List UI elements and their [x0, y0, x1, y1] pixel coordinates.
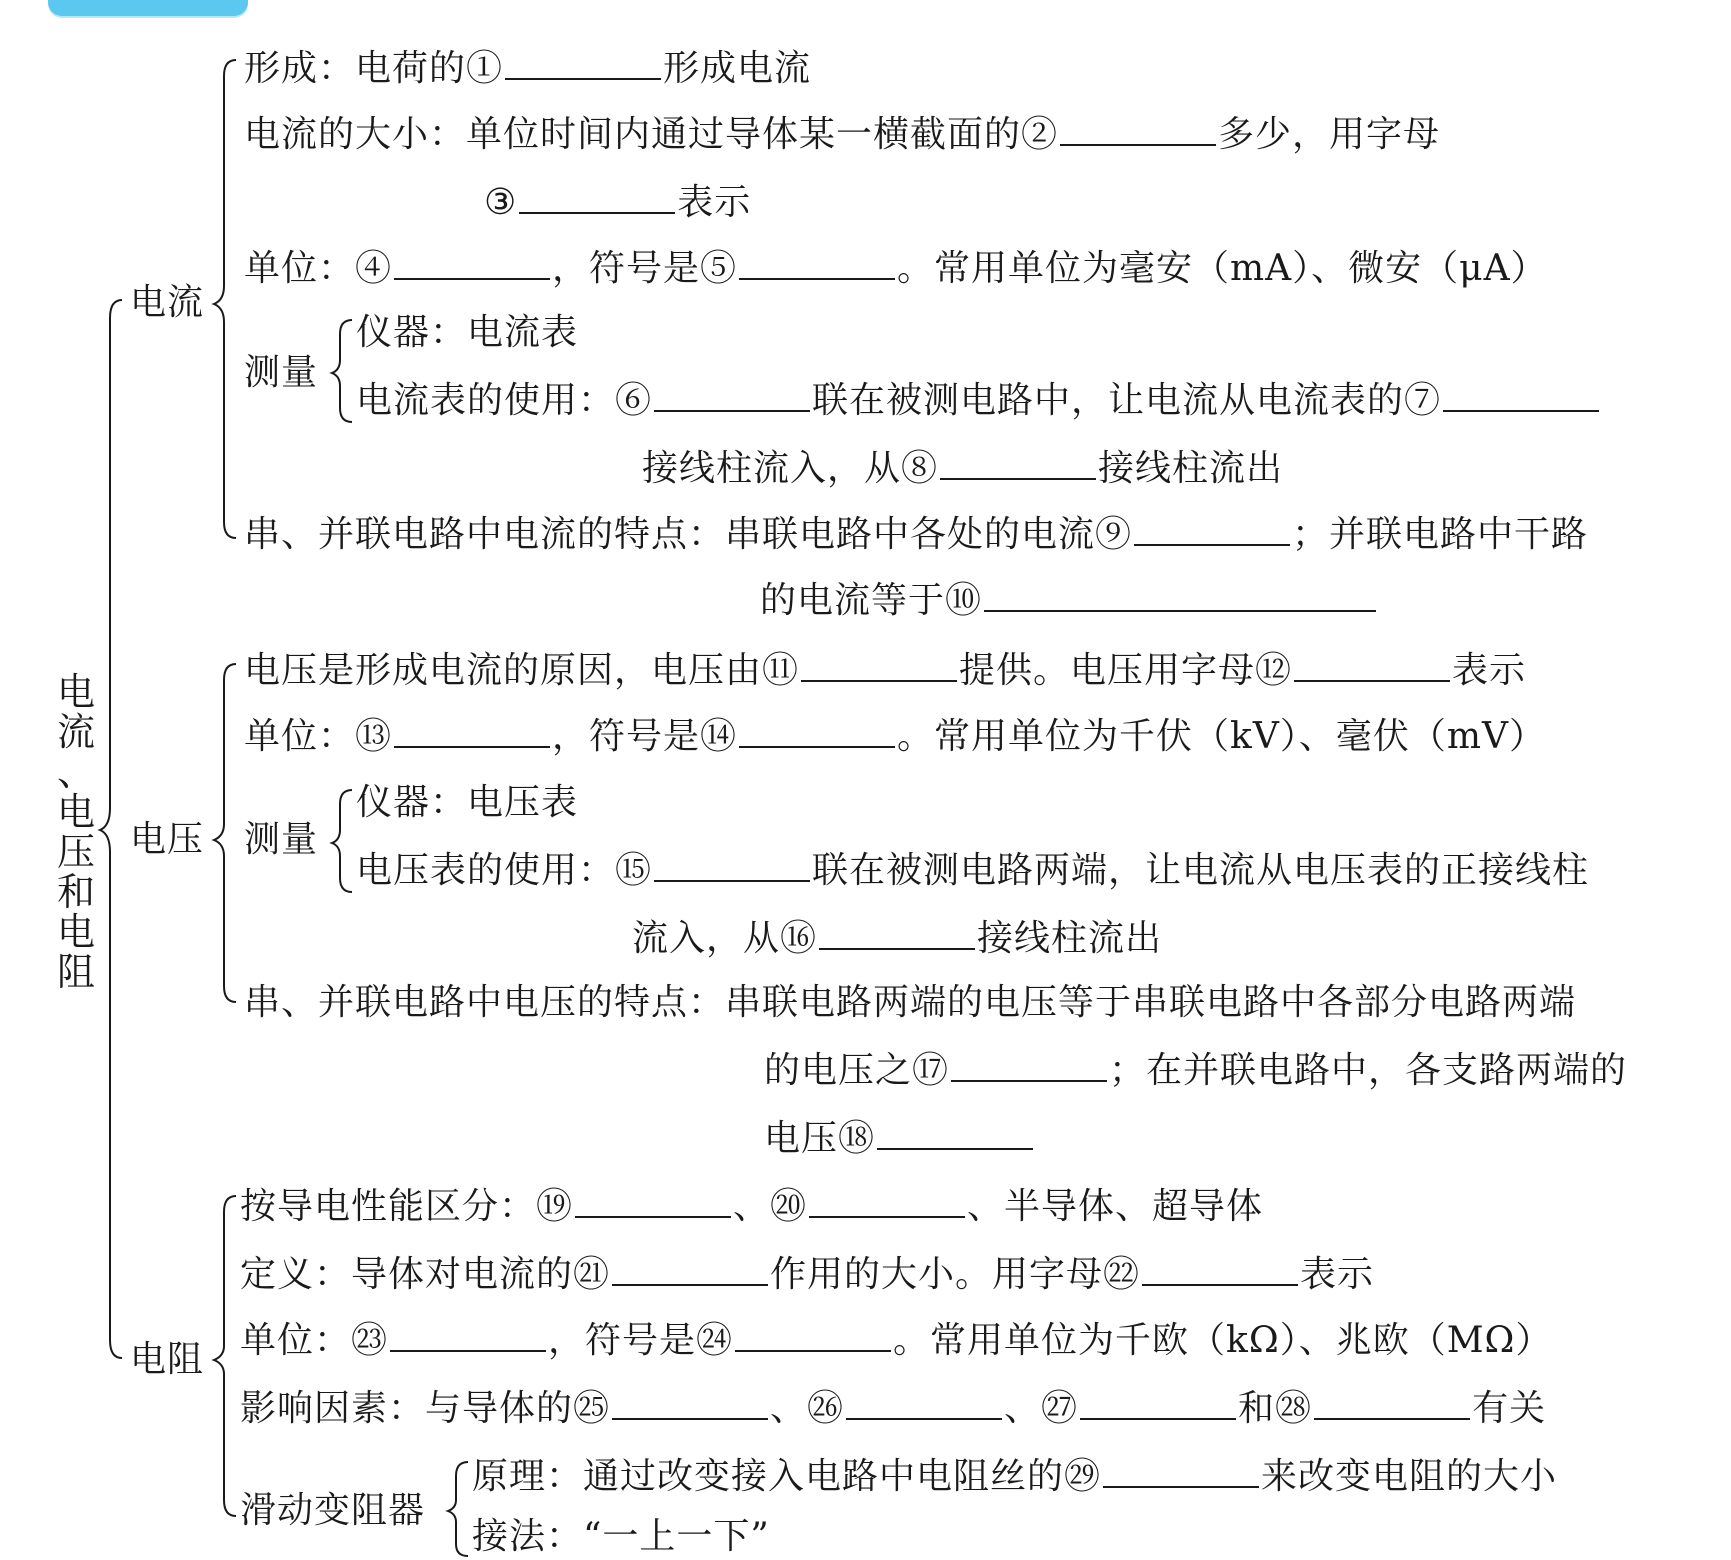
current-magnitude-cont: ③ 表示	[484, 178, 751, 224]
current-brace	[214, 60, 236, 538]
resistance-brace	[214, 1196, 236, 1516]
blank-2[interactable]	[1060, 110, 1216, 146]
current-circuit-features: 串、并联电路中电流的特点：串联电路中各处的电流⑨ ；并联电路中干路	[244, 510, 1588, 556]
blank-8[interactable]	[940, 444, 1096, 480]
rheostat-principle: 原理：通过改变接入电路中电阻丝的㉙ 来改变电阻的大小	[472, 1452, 1557, 1498]
current-measure-brace	[332, 320, 352, 422]
current-unit: 单位：④ ，符号是⑤ 。常用单位为毫安（mA）、微安（μA）	[244, 244, 1548, 290]
blank-23[interactable]	[390, 1316, 546, 1352]
blank-14[interactable]	[739, 712, 895, 748]
current-instrument: 仪器：电流表	[356, 312, 579, 353]
resistance-classification: 按导电性能区分：⑲ 、⑳ 、半导体、超导体	[240, 1182, 1263, 1228]
blank-1[interactable]	[505, 44, 661, 80]
root-title-char: 流	[56, 710, 95, 754]
blank-7[interactable]	[1443, 376, 1599, 412]
voltage-circuit-features: 串、并联电路中电压的特点：串联电路两端的电压等于串联电路中各部分电路两端	[244, 982, 1577, 1023]
blank-24[interactable]	[735, 1316, 891, 1352]
blank-5[interactable]	[739, 244, 895, 280]
main-brace	[100, 300, 122, 1358]
blank-18[interactable]	[877, 1114, 1033, 1150]
current-formation: 形成：电荷的① 形成电流	[244, 44, 811, 90]
voltage-cause: 电压是形成电流的原因，电压由⑪ 提供。电压用字母⑫ 表示	[244, 646, 1526, 692]
blank-12[interactable]	[1294, 646, 1450, 682]
blank-28[interactable]	[1314, 1384, 1470, 1420]
resistance-factors: 影响因素：与导体的㉕ 、㉖ 、㉗ 和㉘ 有关	[240, 1384, 1546, 1430]
ammeter-usage: 电流表的使用：⑥ 联在被测电路中，让电流从电流表的⑦	[356, 376, 1601, 422]
blank-16[interactable]	[819, 914, 975, 950]
blank-17[interactable]	[951, 1046, 1107, 1082]
blank-13[interactable]	[394, 712, 550, 748]
ammeter-usage-cont: 接线柱流入，从⑧ 接线柱流出	[642, 444, 1283, 490]
blank-22[interactable]	[1142, 1250, 1298, 1286]
blank-27[interactable]	[1080, 1384, 1236, 1420]
blank-26[interactable]	[846, 1384, 1002, 1420]
voltage-unit: 单位：⑬ ，符号是⑭ 。常用单位为千伏（kV）、毫伏（mV）	[244, 712, 1546, 758]
root-title-char: 电	[56, 910, 95, 954]
voltage-instrument: 仪器：电压表	[356, 782, 579, 823]
blank-19[interactable]	[575, 1182, 731, 1218]
branch-resistance-label: 电阻	[130, 1339, 205, 1380]
root-title-char: 电	[56, 790, 95, 834]
root-title-char: 压	[56, 830, 95, 874]
root-title-char: 和	[56, 870, 95, 914]
root-title-char: 阻	[56, 950, 95, 994]
resistance-definition: 定义：导体对电流的㉑ 作用的大小。用字母㉒ 表示	[240, 1250, 1374, 1296]
rheostat-connection: 接法：“一上一下”	[472, 1516, 770, 1557]
blank-4[interactable]	[394, 244, 550, 280]
blank-25[interactable]	[612, 1384, 768, 1420]
current-measure-label: 测量	[244, 352, 319, 393]
rheostat-label: 滑动变阻器	[240, 1490, 426, 1531]
blank-29[interactable]	[1103, 1452, 1259, 1488]
blank-10[interactable]	[984, 576, 1376, 612]
voltage-measure-brace	[332, 790, 352, 892]
branch-current-label: 电流	[130, 282, 205, 323]
voltage-measure-label: 测量	[244, 819, 319, 860]
blank-11[interactable]	[801, 646, 957, 682]
branch-voltage-label: 电压	[130, 819, 205, 860]
blank-21[interactable]	[612, 1250, 768, 1286]
voltmeter-usage: 电压表的使用：⑮ 联在被测电路两端，让电流从电压表的正接线柱	[356, 846, 1589, 892]
blank-9[interactable]	[1134, 510, 1290, 546]
resistance-unit: 单位：㉓ ，符号是㉔ 。常用单位为千欧（kΩ）、兆欧（MΩ）	[240, 1316, 1552, 1362]
voltmeter-usage-cont: 流入，从⑯ 接线柱流出	[632, 914, 1162, 960]
current-circuit-features-cont: 的电流等于⑩	[760, 576, 1378, 622]
voltage-circuit-features-cont2: 电压⑱	[764, 1114, 1035, 1160]
root-title	[54, 672, 98, 992]
root-title-char: 电	[56, 670, 95, 714]
blank-6[interactable]	[654, 376, 810, 412]
voltage-brace	[214, 664, 236, 1002]
root-title-char: 、	[56, 750, 95, 794]
blank-20[interactable]	[809, 1182, 965, 1218]
rheostat-brace	[448, 1462, 468, 1556]
current-magnitude: 电流的大小：单位时间内通过导体某一横截面的② 多少，用字母	[244, 110, 1440, 156]
voltage-circuit-features-cont: 的电压之⑰ ；在并联电路中，各支路两端的	[764, 1046, 1627, 1092]
blank-15[interactable]	[654, 846, 810, 882]
blank-3[interactable]	[519, 178, 675, 214]
